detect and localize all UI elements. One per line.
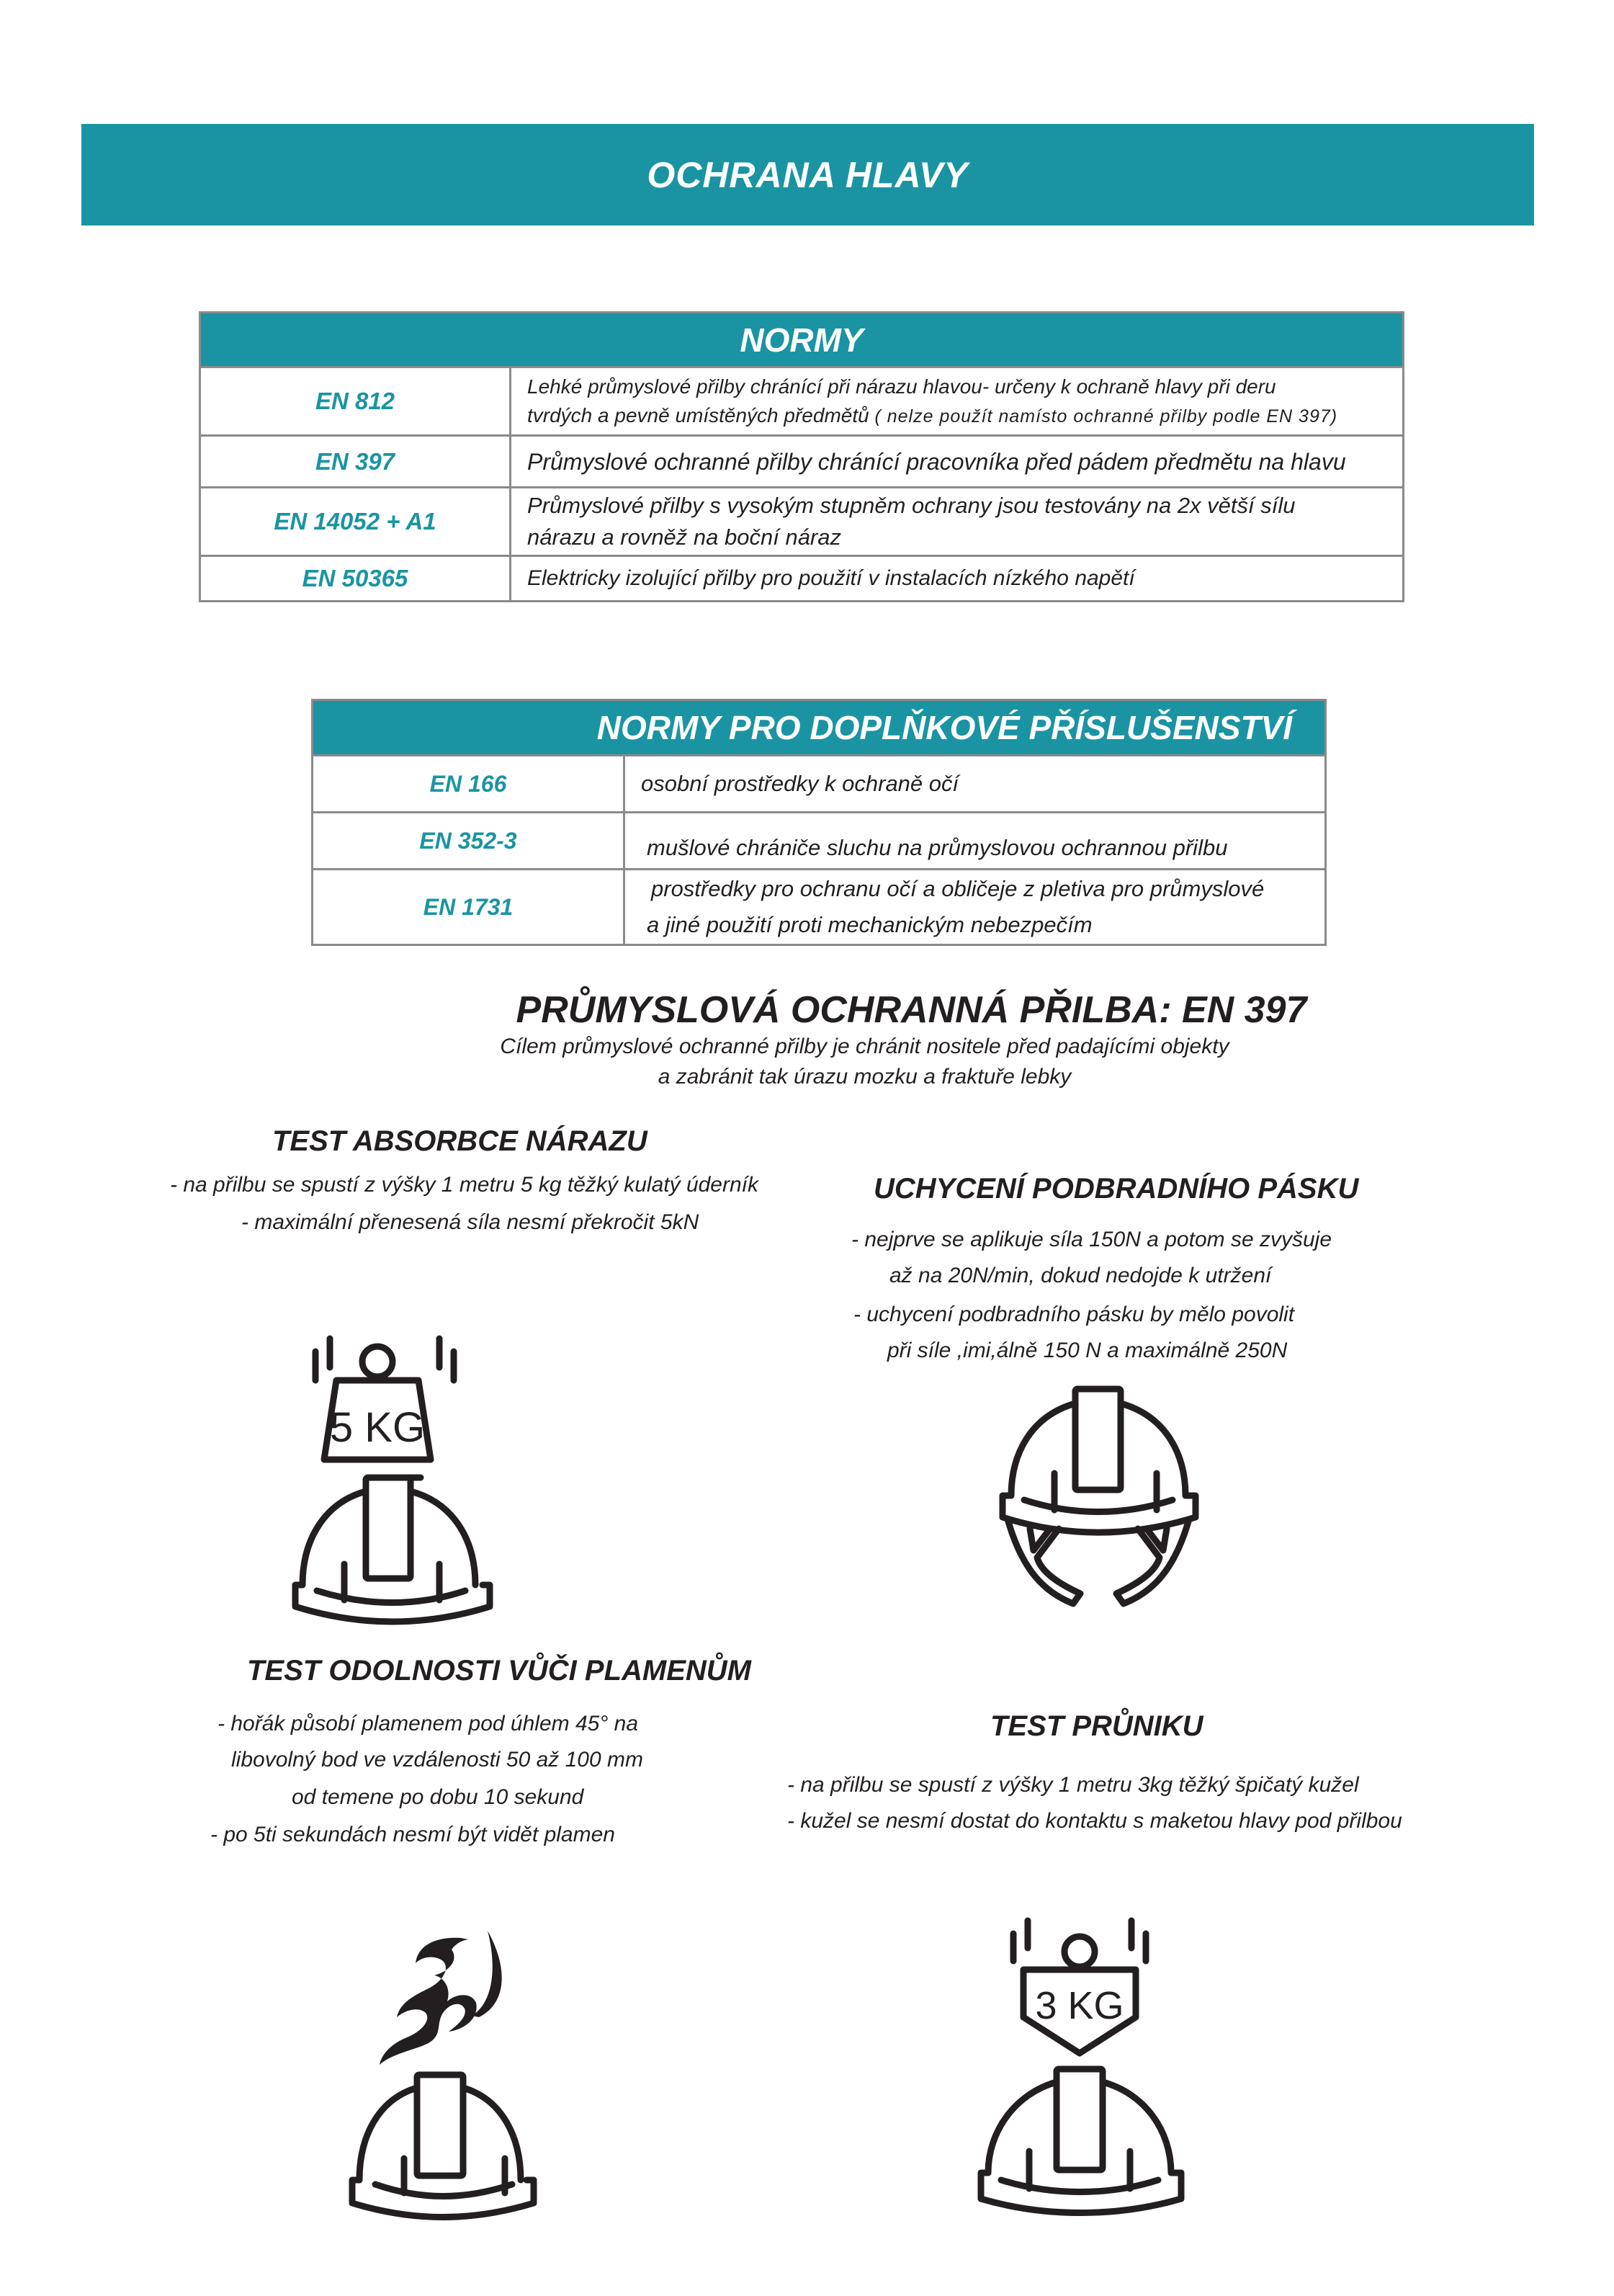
flame-test-line: - po 5ti sekundách nesmí být vidět plamen (210, 1823, 615, 1846)
falling-cone-helmet-icon (979, 1916, 1196, 2219)
impact-test-line: - na přilbu se spustí z výšky 1 metru 5 kg těžký kulatý úderník (170, 1173, 759, 1197)
table-row (313, 756, 1326, 813)
subtitle-line: Cílem průmyslové ochranné přilby je chránit nositele před padajícími objekty (500, 1035, 1229, 1058)
chinstrap-test-line: při síle ,imi,álně 150 N a maximálně 250N (887, 1339, 1288, 1362)
norm-description: osobní prostředky k ochraně očí (624, 756, 1326, 813)
norm-description (511, 367, 1404, 436)
impact-test-title: TEST ABSORBCE NÁRAZU (272, 1125, 647, 1157)
chinstrap-test-title: UCHYCENÍ PODBRADNÍHO PÁSKU (874, 1173, 1359, 1205)
helmet-chinstrap-icon (994, 1369, 1203, 1607)
norm-description-line: a jiné použití proti mechanickým nebezpečím (647, 912, 1093, 937)
norm-description (624, 870, 1326, 945)
flame-helmet-icon (335, 1924, 551, 2212)
table-row (313, 870, 1326, 945)
norm-code: EN 397 (200, 436, 511, 488)
impact-test-line: - maximální přenesená síla nesmí překročit 5kN (241, 1210, 699, 1234)
flame-test-line: od temene po dobu 10 sekund (292, 1785, 584, 1809)
norm-description: Elektricky izolující přilby pro použití v instalacích nízkého napětí (511, 556, 1404, 602)
penetration-test-title: TEST PRŮNIKU (990, 1710, 1203, 1742)
table-row (200, 488, 1404, 556)
table-row (200, 556, 1404, 602)
page-title: OCHRANA HLAVY (647, 154, 969, 195)
table-row (313, 813, 1326, 870)
norm-description (511, 488, 1404, 556)
norm-note: ( nelze použít namísto ochranné přilby podle EN 397) (874, 406, 1338, 426)
page-header-banner (81, 124, 1534, 225)
table-row (200, 436, 1404, 488)
norm-description: mušlové chrániče sluchu na průmyslovou ochrannou přilbu (624, 813, 1326, 870)
penetration-test-line: - kužel se nesmí dostat do kontaktu s maketou hlavy pod přilbou (787, 1809, 1402, 1833)
norm-description-line: nárazu a rovněž na boční náraz (527, 524, 841, 550)
flame-test-line: - hořák působí plamenem pod úhlem 45° na (218, 1712, 639, 1736)
norm-code: EN 50365 (200, 556, 511, 602)
norms-table (199, 311, 1404, 602)
norm-code: EN 166 (313, 756, 624, 813)
norm-code: EN 1731 (313, 870, 624, 945)
helmet-section-title: PRŮMYSLOVÁ OCHRANNÁ PŘILBA: EN 397 (516, 989, 1307, 1031)
norm-description-line: tvrdých a pevně umístěných předmětů ( nelze použít namísto ochranné přilby podle EN 397) (527, 403, 1338, 426)
norm-description-line: prostředky pro ochranu očí a obličeje z pletiva pro průmyslové (651, 876, 1265, 901)
svg-text:5 KG: 5 KG (329, 1404, 426, 1451)
table-row (200, 367, 1404, 436)
subtitle-line: a zabránit tak úrazu mozku a fraktuře lebky (658, 1065, 1072, 1089)
chinstrap-test-line: - nejprve se aplikuje síla 150N a potom se zvyšuje (851, 1228, 1332, 1251)
norm-code: EN 14052 + A1 (200, 488, 511, 556)
svg-text:3 KG: 3 KG (1035, 1984, 1124, 2027)
chinstrap-test-line: až na 20N/min, dokud nedojde k utržení (889, 1264, 1272, 1287)
accessories-norms-table (311, 699, 1327, 946)
accessories-table-title: NORMY PRO DOPLŇKOVÉ PŘÍSLUŠENSTVÍ (313, 700, 1326, 756)
norm-description: Průmyslové ochranné přilby chránící pracovníka před pádem předmětu na hlavu (511, 436, 1404, 488)
norm-description-line: Lehké průmyslové přilby chránící při nárazu hlavou- určeny k ochraně hlavy při deru (527, 375, 1276, 398)
norm-code: EN 352-3 (313, 813, 624, 870)
norm-code: EN 812 (200, 367, 511, 436)
penetration-test-line: - na přilbu se spustí z výšky 1 metru 3kg těžký špičatý kužel (787, 1773, 1359, 1797)
norm-description-line: Průmyslové přilby s vysokým stupněm ochrany jsou testovány na 2x větší sílu (527, 493, 1296, 518)
flame-test-line: libovolný bod ve vzdálenosti 50 až 100 mm (231, 1748, 643, 1772)
falling-weight-helmet-icon (288, 1324, 504, 1612)
helmet-section-subtitle (0, 1032, 1614, 1092)
flame-test-title: TEST ODOLNOSTI VŮČI PLAMENŮM (247, 1655, 751, 1687)
chinstrap-test-line: - uchycení podbradního pásku by mělo povolit (853, 1303, 1295, 1326)
norms-table-title: NORMY (200, 313, 1404, 367)
